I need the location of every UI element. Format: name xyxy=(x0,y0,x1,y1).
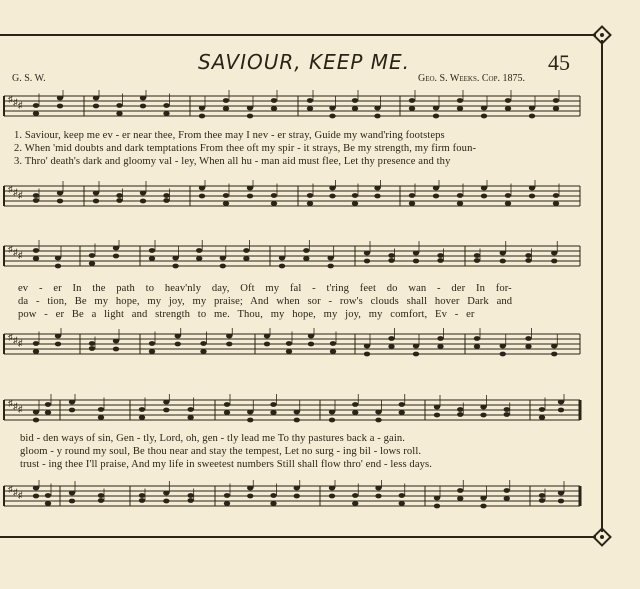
svg-text:♯: ♯ xyxy=(18,338,23,348)
lyric-line: gloom - y round my soul, Be thou near and stay the tempest, Let no surg - ing bil - lows roll. xyxy=(20,446,422,457)
svg-text:♯: ♯ xyxy=(8,94,13,104)
svg-text:♯: ♯ xyxy=(13,401,18,411)
svg-text:♯: ♯ xyxy=(18,250,23,260)
staff-2-treble xyxy=(0,240,640,280)
svg-text:♯: ♯ xyxy=(13,335,18,345)
svg-text:♯: ♯ xyxy=(18,100,23,110)
lyric-line: 2. When 'mid doubts and dark temptations From thee oft my spir - it strays, Be my strength, my firm foun- xyxy=(14,143,477,154)
lyric-line: bid - den ways of sin, Gen - tly, Lord, oh, gen - tly lead me To thy pastures back a - gain. xyxy=(20,433,406,444)
svg-text:♯: ♯ xyxy=(13,187,18,197)
svg-text:♯: ♯ xyxy=(8,184,13,194)
lyric-line: trust - ing thee I'll praise, And my life in sweetest numbers Still shall flow thro' end - less days. xyxy=(20,459,432,470)
page-number: 45 xyxy=(548,50,570,75)
svg-text:♯: ♯ xyxy=(13,487,18,497)
svg-text:♯: ♯ xyxy=(18,404,23,414)
svg-text:♯: ♯ xyxy=(18,490,23,500)
staff-3-treble xyxy=(0,394,640,434)
hymn-title: SAVIOUR, KEEP ME. xyxy=(198,50,411,74)
lyric-line: 1. Saviour, keep me ev - er near thee, From thee may I nev - er stray, Guide my wand'ring footsteps xyxy=(14,130,445,141)
lyric-line: pow - er Be a light and strength to me. Thou, my hope, my joy, my comfort, Ev - er xyxy=(18,309,475,320)
svg-text:♯: ♯ xyxy=(8,398,13,408)
svg-text:♯: ♯ xyxy=(8,484,13,494)
svg-text:♯: ♯ xyxy=(8,332,13,342)
lyric-line: 3. Thro' death's dark and gloomy val - ley, When all hu - man aid must flee, Let thy presence and thy xyxy=(14,156,451,167)
svg-text:♯: ♯ xyxy=(13,247,18,257)
staff-3-bass xyxy=(0,480,640,520)
lyric-line: da - tion, Be my hope, my joy, my praise; And when sor - row's clouds shall hover Dark and xyxy=(18,296,513,307)
lyric-line: ev - er In the path to heav'nly day, Oft my fal - t'ring feet do wan - der In for- xyxy=(18,283,512,294)
svg-text:♯: ♯ xyxy=(18,190,23,200)
staff-2-bass xyxy=(0,328,640,368)
author-credit: G. S. W. xyxy=(12,73,46,84)
staff-1-treble xyxy=(0,90,640,130)
staff-1-bass xyxy=(0,180,640,220)
svg-text:♯: ♯ xyxy=(13,97,18,107)
svg-text:♯: ♯ xyxy=(8,244,13,254)
composer-credit: Geo. S. Weeks. Cop. 1875. xyxy=(418,73,525,84)
